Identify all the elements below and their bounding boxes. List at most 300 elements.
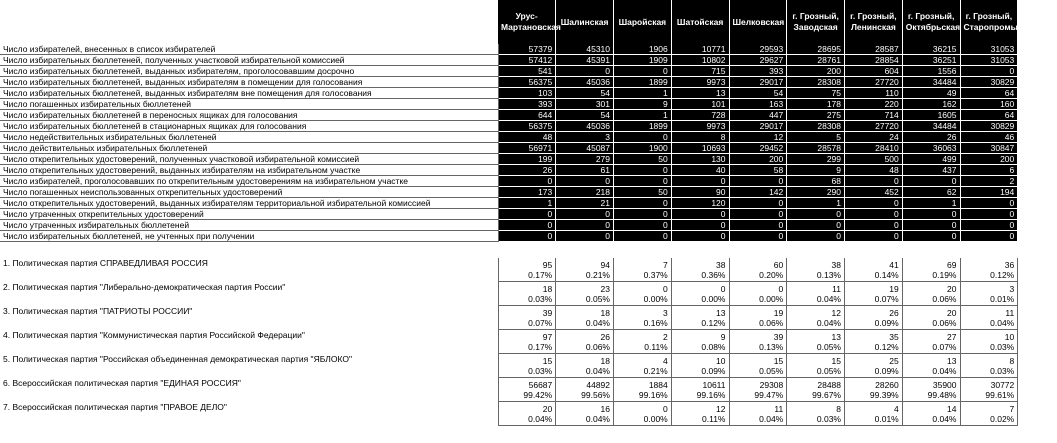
value-cell: 49 bbox=[902, 88, 960, 99]
value-cell: 9973 bbox=[671, 121, 729, 132]
column-header: Урус-Мартановская bbox=[498, 0, 556, 44]
value-cell: 29627 bbox=[729, 55, 787, 66]
value-cell: 178 bbox=[787, 99, 845, 110]
table-row bbox=[0, 165, 1018, 176]
value-cell: 0 bbox=[556, 231, 614, 242]
party-count: 41 bbox=[845, 258, 903, 270]
table-row bbox=[0, 132, 1018, 143]
party-count: 36 bbox=[960, 258, 1018, 270]
value-cell: 0 bbox=[960, 209, 1018, 220]
value-cell: 0 bbox=[671, 176, 729, 187]
party-percent: 0.03% bbox=[960, 342, 1018, 354]
value-cell: 218 bbox=[556, 187, 614, 198]
value-cell: 56375 bbox=[498, 77, 556, 88]
party-label: 5. Политическая партия "Российская объединенная демократическая партия "ЯБЛОКО" bbox=[0, 354, 498, 378]
value-cell: 24 bbox=[845, 132, 903, 143]
party-count: 28488 bbox=[787, 378, 845, 391]
party-count: 0 bbox=[671, 282, 729, 295]
value-cell: 0 bbox=[902, 220, 960, 231]
value-cell: 0 bbox=[960, 220, 1018, 231]
party-label: 3. Политическая партия "ПАТРИОТЫ РОССИИ" bbox=[0, 306, 498, 330]
value-cell: 56971 bbox=[498, 143, 556, 154]
party-percent: 0.04% bbox=[902, 414, 960, 426]
value-cell: 0 bbox=[845, 176, 903, 187]
party-percent: 0.03% bbox=[960, 366, 1018, 378]
value-cell: 0 bbox=[498, 209, 556, 220]
value-cell: 54 bbox=[729, 88, 787, 99]
party-count: 23 bbox=[556, 282, 614, 295]
value-cell: 103 bbox=[498, 88, 556, 99]
value-cell: 8 bbox=[671, 132, 729, 143]
table-row bbox=[0, 176, 1018, 187]
party-percent: 0.02% bbox=[960, 414, 1018, 426]
table-row bbox=[0, 55, 1018, 66]
party-percent: 99.16% bbox=[671, 390, 729, 402]
party-percent: 99.56% bbox=[556, 390, 614, 402]
column-header: Шалинская bbox=[556, 0, 614, 44]
row-label: Число избирательных бюллетеней в стационарных ящиках для голосования bbox=[0, 121, 498, 132]
value-cell: 0 bbox=[960, 66, 1018, 77]
party-count: 1884 bbox=[614, 378, 672, 391]
table-row bbox=[0, 44, 1018, 55]
value-cell: 5 bbox=[787, 132, 845, 143]
value-cell: 0 bbox=[498, 220, 556, 231]
party-count: 25 bbox=[845, 354, 903, 367]
value-cell: 275 bbox=[787, 110, 845, 121]
party-percent: 0.00% bbox=[614, 294, 672, 306]
party-percent: 0.05% bbox=[787, 366, 845, 378]
party-count: 11 bbox=[787, 282, 845, 295]
party-count: 29308 bbox=[729, 378, 787, 391]
value-cell: 0 bbox=[614, 176, 672, 187]
value-cell: 40 bbox=[671, 165, 729, 176]
party-percent: 0.09% bbox=[671, 366, 729, 378]
party-percent: 0.00% bbox=[671, 294, 729, 306]
party-count: 8 bbox=[787, 402, 845, 415]
party-percent: 99.16% bbox=[614, 390, 672, 402]
party-count: 18 bbox=[498, 282, 556, 295]
party-percent: 0.07% bbox=[845, 294, 903, 306]
table-row bbox=[0, 66, 1018, 77]
value-cell: 29593 bbox=[729, 44, 787, 55]
party-percent: 0.01% bbox=[960, 294, 1018, 306]
separator-row bbox=[0, 242, 1018, 259]
value-cell: 0 bbox=[845, 198, 903, 209]
value-cell: 0 bbox=[614, 66, 672, 77]
party-percent: 0.04% bbox=[498, 414, 556, 426]
party-percent: 0.11% bbox=[671, 414, 729, 426]
party-count: 39 bbox=[729, 330, 787, 343]
value-cell: 120 bbox=[671, 198, 729, 209]
value-cell: 61 bbox=[556, 165, 614, 176]
value-cell: 499 bbox=[902, 154, 960, 165]
party-percent: 0.04% bbox=[960, 318, 1018, 330]
party-count: 10 bbox=[671, 354, 729, 367]
value-cell: 199 bbox=[498, 154, 556, 165]
party-percent: 0.13% bbox=[787, 270, 845, 282]
row-label: Число избирателей, внесенных в список избирателей bbox=[0, 44, 498, 55]
value-cell: 0 bbox=[556, 66, 614, 77]
party-percent: 0.05% bbox=[787, 342, 845, 354]
party-percent: 0.12% bbox=[845, 342, 903, 354]
party-count: 9 bbox=[671, 330, 729, 343]
value-cell: 75 bbox=[787, 88, 845, 99]
party-count: 20 bbox=[498, 402, 556, 415]
party-count: 2 bbox=[614, 330, 672, 343]
party-label: 2. Политическая партия "Либерально-демократическая партия России" bbox=[0, 282, 498, 306]
party-percent: 0.04% bbox=[556, 318, 614, 330]
value-cell: 54 bbox=[556, 110, 614, 121]
value-cell: 715 bbox=[671, 66, 729, 77]
party-percent: 0.00% bbox=[729, 294, 787, 306]
value-cell: 173 bbox=[498, 187, 556, 198]
row-label: Число погашенных избирательных бюллетеней bbox=[0, 99, 498, 110]
row-label: Число погашенных неиспользованных открепительных удостоверений bbox=[0, 187, 498, 198]
party-count: 27 bbox=[902, 330, 960, 343]
party-percent: 0.05% bbox=[556, 294, 614, 306]
value-cell: 36063 bbox=[902, 143, 960, 154]
column-header: Шатойская bbox=[671, 0, 729, 44]
value-cell: 1909 bbox=[614, 55, 672, 66]
row-label: Число избирательных бюллетеней в переносных ящиках для голосования bbox=[0, 110, 498, 121]
value-cell: 393 bbox=[729, 66, 787, 77]
party-percent: 0.04% bbox=[556, 366, 614, 378]
value-cell: 30829 bbox=[960, 121, 1018, 132]
party-count: 7 bbox=[960, 402, 1018, 415]
value-cell: 45036 bbox=[556, 77, 614, 88]
value-cell: 50 bbox=[614, 187, 672, 198]
value-cell: 12 bbox=[729, 132, 787, 143]
value-cell: 0 bbox=[498, 231, 556, 242]
value-cell: 1906 bbox=[614, 44, 672, 55]
party-label: 4. Политическая партия "Коммунистическая партия Российской Федерации" bbox=[0, 330, 498, 354]
party-count: 97 bbox=[498, 330, 556, 343]
value-cell: 26 bbox=[902, 132, 960, 143]
party-percent: 0.13% bbox=[729, 342, 787, 354]
value-cell: 26 bbox=[498, 165, 556, 176]
party-percent: 0.04% bbox=[787, 294, 845, 306]
party-count: 4 bbox=[614, 354, 672, 367]
row-label: Число избирательных бюллетеней, полученных участковой избирательной комиссией bbox=[0, 55, 498, 66]
value-cell: 0 bbox=[845, 209, 903, 220]
value-cell: 1 bbox=[614, 110, 672, 121]
party-percent: 0.03% bbox=[498, 294, 556, 306]
value-cell: 1 bbox=[787, 198, 845, 209]
table-row bbox=[0, 88, 1018, 99]
party-count: 15 bbox=[498, 354, 556, 367]
value-cell: 0 bbox=[614, 220, 672, 231]
value-cell: 301 bbox=[556, 99, 614, 110]
value-cell: 1 bbox=[614, 88, 672, 99]
row-label: Число утраченных избирательных бюллетеней bbox=[0, 220, 498, 231]
party-count: 16 bbox=[556, 402, 614, 415]
party-count: 56687 bbox=[498, 378, 556, 391]
value-cell: 31053 bbox=[960, 44, 1018, 55]
party-count: 4 bbox=[845, 402, 903, 415]
value-cell: 0 bbox=[614, 198, 672, 209]
value-cell: 0 bbox=[960, 198, 1018, 209]
value-cell: 1 bbox=[902, 198, 960, 209]
party-count: 38 bbox=[787, 258, 845, 270]
value-cell: 9973 bbox=[671, 77, 729, 88]
party-row bbox=[0, 354, 1018, 367]
column-header: г. Грозный, Ленинская bbox=[845, 0, 903, 44]
party-count: 13 bbox=[671, 306, 729, 319]
value-cell: 437 bbox=[902, 165, 960, 176]
value-cell: 0 bbox=[498, 176, 556, 187]
value-cell: 0 bbox=[614, 132, 672, 143]
party-percent: 0.04% bbox=[556, 414, 614, 426]
value-cell: 1556 bbox=[902, 66, 960, 77]
party-count: 28260 bbox=[845, 378, 903, 391]
table-row bbox=[0, 220, 1018, 231]
party-percent: 0.37% bbox=[614, 270, 672, 282]
value-cell: 0 bbox=[902, 176, 960, 187]
value-cell: 162 bbox=[902, 99, 960, 110]
party-percent: 0.01% bbox=[845, 414, 903, 426]
party-percent: 0.04% bbox=[787, 318, 845, 330]
table-row bbox=[0, 143, 1018, 154]
table-row bbox=[0, 209, 1018, 220]
value-cell: 45087 bbox=[556, 143, 614, 154]
party-count: 26 bbox=[556, 330, 614, 343]
party-percent: 99.39% bbox=[845, 390, 903, 402]
party-percent: 0.09% bbox=[845, 318, 903, 330]
value-cell: 57379 bbox=[498, 44, 556, 55]
row-label: Число избирательных бюллетеней, не учтенных при получении bbox=[0, 231, 498, 242]
party-count: 39 bbox=[498, 306, 556, 319]
value-cell: 45391 bbox=[556, 55, 614, 66]
value-cell: 28761 bbox=[787, 55, 845, 66]
party-count: 15 bbox=[787, 354, 845, 367]
value-cell: 0 bbox=[729, 220, 787, 231]
party-percent: 0.03% bbox=[498, 366, 556, 378]
value-cell: 0 bbox=[729, 231, 787, 242]
party-count: 14 bbox=[902, 402, 960, 415]
party-count: 7 bbox=[614, 258, 672, 270]
party-count: 0 bbox=[614, 282, 672, 295]
party-count: 44892 bbox=[556, 378, 614, 391]
party-percent: 0.07% bbox=[902, 342, 960, 354]
value-cell: 28695 bbox=[787, 44, 845, 55]
table-row bbox=[0, 110, 1018, 121]
party-percent: 0.07% bbox=[498, 318, 556, 330]
value-cell: 0 bbox=[614, 165, 672, 176]
table-row bbox=[0, 231, 1018, 242]
party-percent: 0.06% bbox=[556, 342, 614, 354]
row-label: Число действительных избирательных бюллетеней bbox=[0, 143, 498, 154]
value-cell: 200 bbox=[960, 154, 1018, 165]
party-percent: 99.67% bbox=[787, 390, 845, 402]
value-cell: 101 bbox=[671, 99, 729, 110]
party-count: 18 bbox=[556, 306, 614, 319]
value-cell: 28308 bbox=[787, 121, 845, 132]
value-cell: 34484 bbox=[902, 77, 960, 88]
party-count: 10611 bbox=[671, 378, 729, 391]
value-cell: 194 bbox=[960, 187, 1018, 198]
party-count: 3 bbox=[960, 282, 1018, 295]
value-cell: 64 bbox=[960, 88, 1018, 99]
party-label: 6. Всероссийская политическая партия "ЕДИНАЯ РОССИЯ" bbox=[0, 378, 498, 402]
value-cell: 30847 bbox=[960, 143, 1018, 154]
value-cell: 1605 bbox=[902, 110, 960, 121]
value-cell: 0 bbox=[787, 231, 845, 242]
value-cell: 13 bbox=[671, 88, 729, 99]
party-count: 20 bbox=[902, 282, 960, 295]
party-percent: 0.16% bbox=[614, 318, 672, 330]
party-count: 18 bbox=[556, 354, 614, 367]
party-percent: 0.04% bbox=[902, 366, 960, 378]
value-cell: 30829 bbox=[960, 77, 1018, 88]
party-percent: 0.17% bbox=[498, 270, 556, 282]
value-cell: 0 bbox=[902, 231, 960, 242]
row-label: Число открепительных удостоверений, выданных избирателям на избирательном участке bbox=[0, 165, 498, 176]
party-count: 15 bbox=[729, 354, 787, 367]
header-row bbox=[0, 0, 1018, 44]
value-cell: 36215 bbox=[902, 44, 960, 55]
party-row bbox=[0, 330, 1018, 343]
party-percent: 0.06% bbox=[729, 318, 787, 330]
party-count: 13 bbox=[787, 330, 845, 343]
value-cell: 56375 bbox=[498, 121, 556, 132]
party-count: 0 bbox=[729, 282, 787, 295]
party-count: 0 bbox=[614, 402, 672, 415]
value-cell: 0 bbox=[556, 209, 614, 220]
value-cell: 0 bbox=[787, 209, 845, 220]
party-percent: 0.08% bbox=[671, 342, 729, 354]
value-cell: 0 bbox=[729, 209, 787, 220]
column-header: Шелковская bbox=[729, 0, 787, 44]
party-percent: 0.06% bbox=[902, 318, 960, 330]
party-count: 11 bbox=[729, 402, 787, 415]
party-count: 95 bbox=[498, 258, 556, 270]
party-count: 26 bbox=[845, 306, 903, 319]
party-percent: 99.61% bbox=[960, 390, 1018, 402]
party-count: 13 bbox=[902, 354, 960, 367]
table-row bbox=[0, 154, 1018, 165]
value-cell: 31053 bbox=[960, 55, 1018, 66]
value-cell: 541 bbox=[498, 66, 556, 77]
value-cell: 160 bbox=[960, 99, 1018, 110]
value-cell: 28308 bbox=[787, 77, 845, 88]
value-cell: 45310 bbox=[556, 44, 614, 55]
value-cell: 1899 bbox=[614, 77, 672, 88]
value-cell: 0 bbox=[729, 176, 787, 187]
value-cell: 27720 bbox=[845, 77, 903, 88]
value-cell: 2 bbox=[960, 176, 1018, 187]
value-cell: 452 bbox=[845, 187, 903, 198]
party-row bbox=[0, 306, 1018, 319]
value-cell: 57412 bbox=[498, 55, 556, 66]
value-cell: 130 bbox=[671, 154, 729, 165]
value-cell: 0 bbox=[671, 231, 729, 242]
table-row bbox=[0, 121, 1018, 132]
party-percent: 99.42% bbox=[498, 390, 556, 402]
row-label: Число избирательных бюллетеней, выданных избирателям в помещении для голосования bbox=[0, 77, 498, 88]
party-percent: 99.48% bbox=[902, 390, 960, 402]
value-cell: 6 bbox=[960, 165, 1018, 176]
row-label: Число открепительных удостоверений, выданных избирателям территориальной избирательной комиссией bbox=[0, 198, 498, 209]
party-percent: 0.36% bbox=[671, 270, 729, 282]
value-cell: 393 bbox=[498, 99, 556, 110]
party-count: 20 bbox=[902, 306, 960, 319]
value-cell: 0 bbox=[614, 231, 672, 242]
value-cell: 50 bbox=[614, 154, 672, 165]
value-cell: 0 bbox=[556, 176, 614, 187]
party-percent: 0.19% bbox=[902, 270, 960, 282]
value-cell: 1899 bbox=[614, 121, 672, 132]
value-cell: 27720 bbox=[845, 121, 903, 132]
value-cell: 0 bbox=[671, 220, 729, 231]
value-cell: 28854 bbox=[845, 55, 903, 66]
party-percent: 0.20% bbox=[729, 270, 787, 282]
column-header: Шаройская bbox=[614, 0, 672, 44]
value-cell: 0 bbox=[960, 231, 1018, 242]
value-cell: 48 bbox=[845, 165, 903, 176]
party-count: 11 bbox=[960, 306, 1018, 319]
value-cell: 28587 bbox=[845, 44, 903, 55]
party-percent: 0.05% bbox=[729, 366, 787, 378]
value-cell: 0 bbox=[671, 209, 729, 220]
row-label: Число избирательных бюллетеней, выданных избирателям, проголосовавшим досрочно bbox=[0, 66, 498, 77]
value-cell: 279 bbox=[556, 154, 614, 165]
party-count: 94 bbox=[556, 258, 614, 270]
party-percent: 0.21% bbox=[614, 366, 672, 378]
party-count: 35900 bbox=[902, 378, 960, 391]
party-percent: 0.17% bbox=[498, 342, 556, 354]
column-header: г. Грозный, Октябрьская bbox=[902, 0, 960, 44]
value-cell: 142 bbox=[729, 187, 787, 198]
party-label: 7. Всероссийская политическая партия "ПРАВОЕ ДЕЛО" bbox=[0, 402, 498, 426]
party-count: 19 bbox=[729, 306, 787, 319]
party-row bbox=[0, 258, 1018, 270]
party-count: 19 bbox=[845, 282, 903, 295]
value-cell: 10693 bbox=[671, 143, 729, 154]
value-cell: 48 bbox=[498, 132, 556, 143]
value-cell: 163 bbox=[729, 99, 787, 110]
value-cell: 29017 bbox=[729, 77, 787, 88]
value-cell: 9 bbox=[614, 99, 672, 110]
value-cell: 644 bbox=[498, 110, 556, 121]
header-blank bbox=[0, 0, 498, 44]
value-cell: 728 bbox=[671, 110, 729, 121]
party-percent: 0.14% bbox=[845, 270, 903, 282]
value-cell: 10802 bbox=[671, 55, 729, 66]
value-cell: 62 bbox=[902, 187, 960, 198]
value-cell: 29017 bbox=[729, 121, 787, 132]
row-label: Число утраченных открепительных удостоверений bbox=[0, 209, 498, 220]
value-cell: 29452 bbox=[729, 143, 787, 154]
value-cell: 68 bbox=[787, 176, 845, 187]
party-count: 38 bbox=[671, 258, 729, 270]
row-label: Число избирательных бюллетеней, выданных избирателям вне помещения для голосования bbox=[0, 88, 498, 99]
table-row bbox=[0, 99, 1018, 110]
party-count: 12 bbox=[787, 306, 845, 319]
party-count: 12 bbox=[671, 402, 729, 415]
value-cell: 0 bbox=[556, 220, 614, 231]
party-percent: 0.00% bbox=[614, 414, 672, 426]
value-cell: 34484 bbox=[902, 121, 960, 132]
value-cell: 0 bbox=[787, 220, 845, 231]
value-cell: 0 bbox=[845, 231, 903, 242]
party-percent: 0.21% bbox=[556, 270, 614, 282]
value-cell: 0 bbox=[902, 209, 960, 220]
party-count: 3 bbox=[614, 306, 672, 319]
value-cell: 299 bbox=[787, 154, 845, 165]
value-cell: 64 bbox=[960, 110, 1018, 121]
value-cell: 220 bbox=[845, 99, 903, 110]
value-cell: 290 bbox=[787, 187, 845, 198]
